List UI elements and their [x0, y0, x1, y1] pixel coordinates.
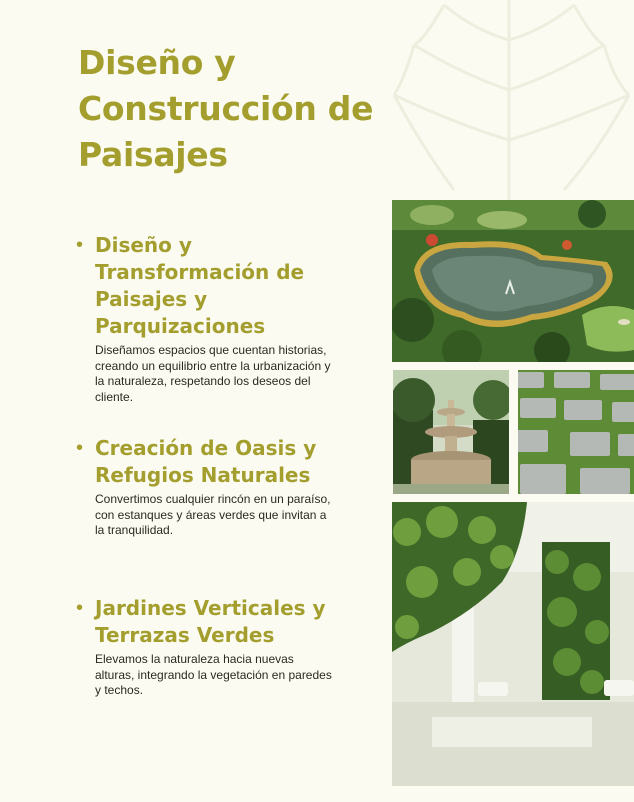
service-heading: Creación de Oasis y Refugios Naturales	[95, 436, 317, 487]
bullet-icon: •	[76, 437, 84, 459]
service-description: Convertimos cualquier rincón en un paraíso, con estanques y áreas verdes que invitan a la tranquilidad.	[95, 492, 331, 537]
bullet-icon: •	[76, 597, 84, 619]
service-item	[76, 232, 336, 405]
vertical-garden-photo	[392, 502, 634, 786]
aerial-pond-photo	[392, 200, 634, 362]
page-title: Diseño y Construcción de Paisajes	[78, 43, 374, 174]
service-description: Diseñamos espacios que cuentan historias, creando un equilibrio entre la urbanización y la naturaleza, respetando los deseos del cliente.	[95, 343, 331, 404]
service-description: Elevamos la naturaleza hacia nuevas alturas, integrando la vegetación en paredes y techos.	[95, 652, 332, 697]
service-item	[76, 595, 336, 699]
service-item	[76, 435, 336, 539]
service-heading: Jardines Verticales y Terrazas Verdes	[95, 596, 326, 647]
leaf-watermark	[384, 0, 634, 200]
stepping-stones-photo	[518, 370, 634, 494]
bullet-icon: •	[76, 234, 84, 256]
fountain-photo	[393, 370, 509, 494]
service-heading: Diseño y Transformación de Paisajes y Parquizaciones	[95, 233, 305, 338]
